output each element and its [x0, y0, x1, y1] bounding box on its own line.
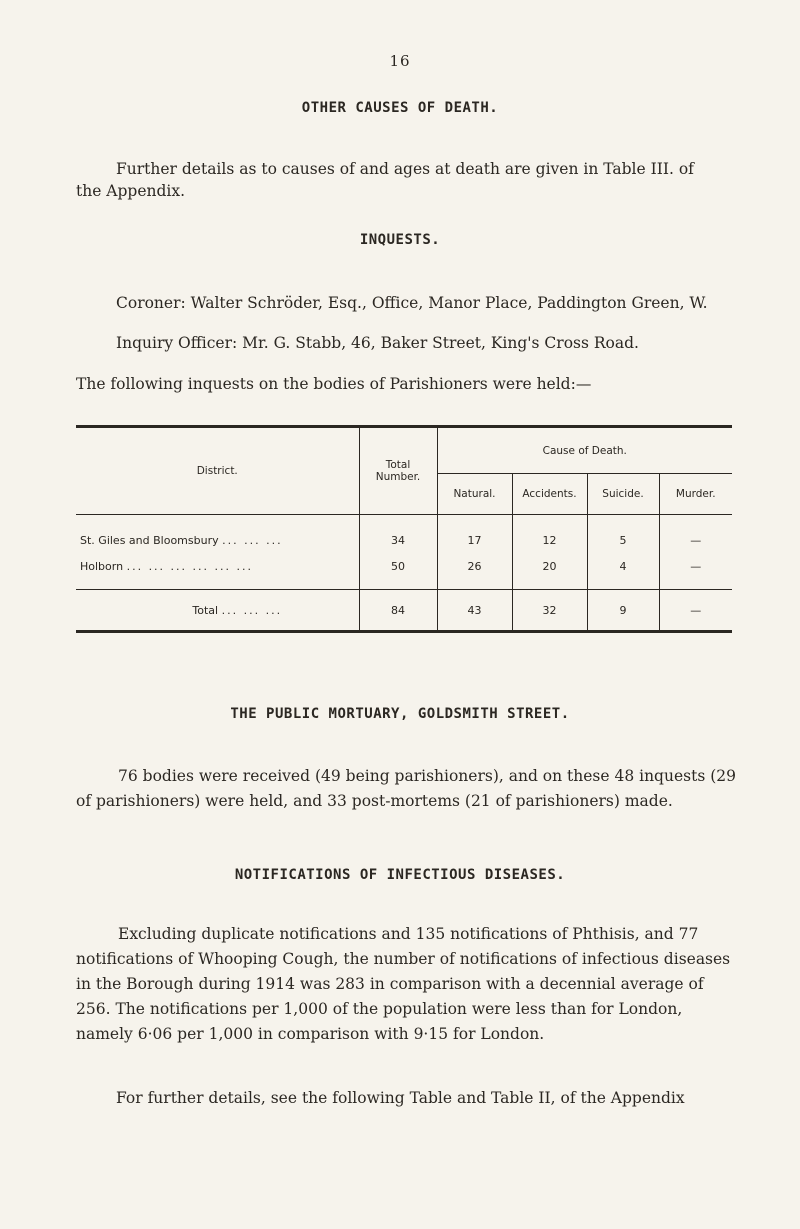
total-natural: 43 [437, 590, 512, 632]
table-row [76, 553, 732, 590]
total-leader-dots: ... ... ... [221, 603, 283, 617]
section-heading-mortuary: THE PUBLIC MORTUARY, GOLDSMITH STREET. [230, 706, 570, 722]
inquests-table [76, 425, 732, 633]
other-causes-text-line1: Further details as to causes of and ages at death are given in Table III. of [116, 160, 694, 178]
other-causes-text-line2: the Appendix. [76, 182, 186, 200]
row-district-name: Holborn [80, 559, 124, 573]
header-total-line2: Number. [375, 471, 421, 483]
notifications-text: Excluding duplicate notifications and 135 notifications of Phthisis, and 77 notifications of Whooping Cough, the number of notifications of infectious diseases in the Borough during 1914 was 283 in comparison with a decennial average of 256. The notifications per 1,000 of the population were less than for London, namely 6·06 per 1,000 in comparison with 9·15 for London. [76, 925, 731, 1043]
row-murder: — [659, 515, 732, 554]
inquiry-officer-line: Inquiry Officer: Mr. G. Stabb, 46, Baker Street, King's Cross Road. [116, 334, 639, 352]
row-natural: 17 [437, 515, 512, 554]
total-murder: — [659, 590, 732, 632]
section-heading-other-causes: OTHER CAUSES OF DEATH. [301, 100, 499, 116]
inquests-intro: The following inquests on the bodies of Parishioners were held:— [76, 375, 592, 393]
section-heading-notifications: NOTIFICATIONS OF INFECTIOUS DISEASES. [234, 867, 566, 883]
header-accidents: Accidents. [512, 474, 587, 515]
table-row [76, 515, 732, 554]
row-suicide: 4 [587, 553, 659, 590]
header-cause-of-death: Cause of Death. [437, 427, 732, 474]
total-label-cell [76, 590, 359, 632]
row-accidents: 20 [512, 553, 587, 590]
table-total-row [76, 590, 732, 632]
total-suicide: 9 [587, 590, 659, 632]
header-total [359, 427, 437, 515]
row-accidents: 12 [512, 515, 587, 554]
page-number: 16 [389, 52, 411, 70]
row-murder: — [659, 553, 732, 590]
header-natural: Natural. [437, 474, 512, 515]
row-district-name: St. Giles and Bloomsbury [80, 533, 219, 547]
row-district [76, 515, 359, 554]
row-leader-dots: ... ... ... ... ... ... [126, 559, 253, 573]
header-total-line1: Total [385, 459, 411, 471]
further-details-text: For further details, see the following Table and Table II, of the Appendix [116, 1089, 685, 1107]
coroner-line: Coroner: Walter Schröder, Esq., Office, Manor Place, Paddington Green, W. [116, 294, 708, 312]
header-suicide: Suicide. [587, 474, 659, 515]
row-district [76, 553, 359, 590]
header-district: District. [76, 427, 359, 515]
row-total: 34 [359, 515, 437, 554]
total-accidents: 32 [512, 590, 587, 632]
total-total: 84 [359, 590, 437, 632]
section-heading-inquests: INQUESTS. [359, 232, 441, 248]
total-label: Total [192, 603, 219, 617]
row-natural: 26 [437, 553, 512, 590]
mortuary-text: 76 bodies were received (49 being parishioners), and on these 48 inquests (29 of parishioners) were held, and 33 post-mortems (21 of parishioners) made. [76, 767, 736, 810]
row-suicide: 5 [587, 515, 659, 554]
header-murder: Murder. [659, 474, 732, 515]
row-leader-dots: ... ... ... [222, 533, 283, 547]
row-total: 50 [359, 553, 437, 590]
